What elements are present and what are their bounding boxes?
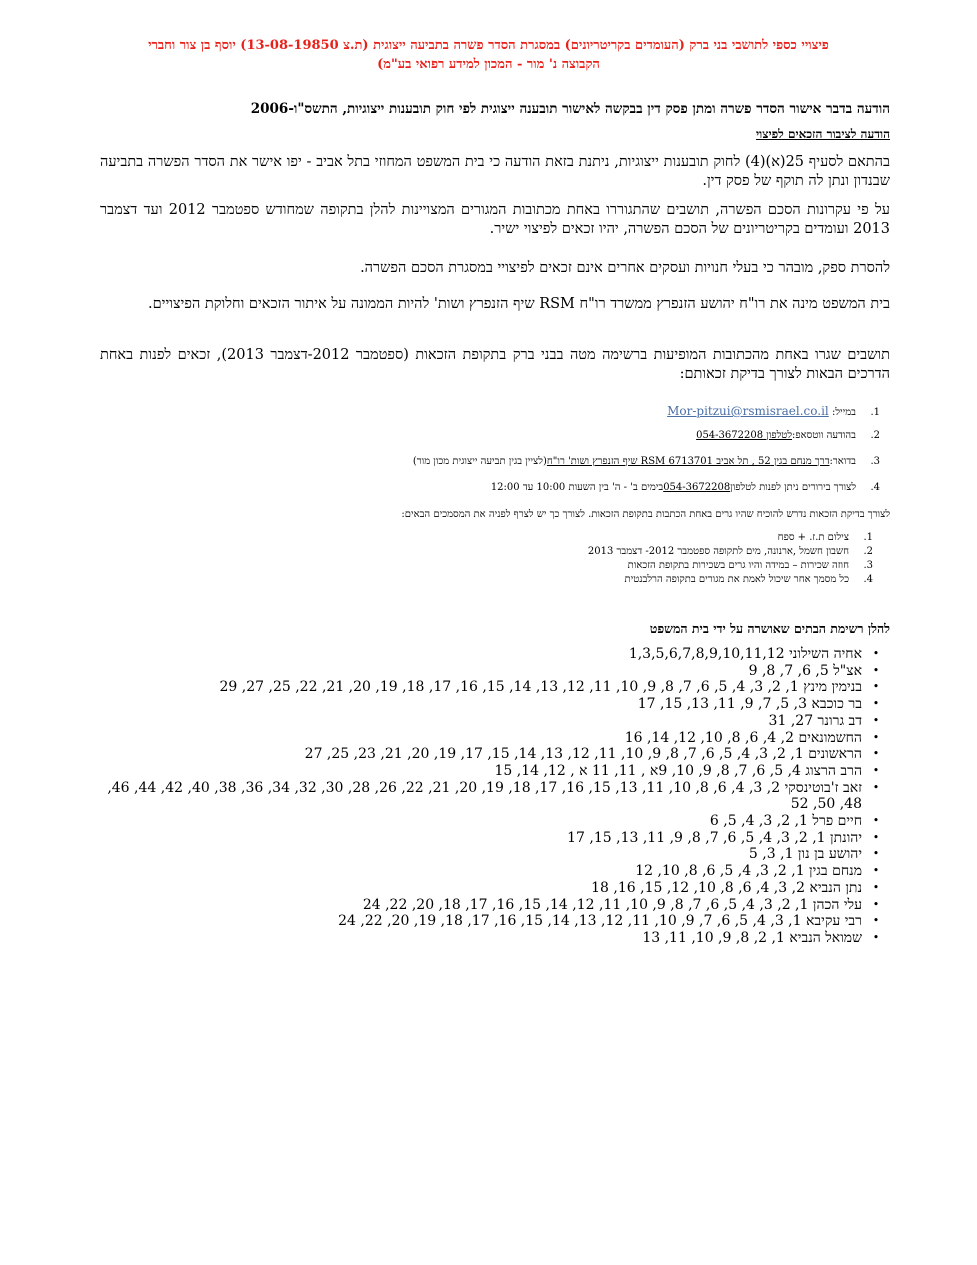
contact-item-email	[120, 404, 880, 430]
whatsapp-phone[interactable]: לטלפון 054-3672208	[696, 430, 793, 441]
list-item	[90, 830, 890, 847]
header-title	[100, 36, 877, 74]
list-item	[90, 780, 890, 813]
notice-title: הודעה בדבר אישור הסדר פשרה ומתן פסק דין בבקשה לאישור תובענה ייצוגית לפי חוק תובענות ייצוגיות, התשס"ו-2006	[250, 101, 890, 117]
bullet-icon: •	[872, 697, 880, 711]
list-number: 1.	[870, 407, 880, 418]
email-link[interactable]: Mor-pitzui@rsmisrael.co.il	[667, 404, 829, 418]
bullet-icon: •	[872, 647, 880, 660]
bullet-icon: •	[872, 930, 880, 944]
bullet-icon: •	[872, 914, 880, 928]
bullet-icon: •	[872, 730, 880, 744]
list-item	[90, 663, 890, 680]
list-number: 1.	[863, 532, 873, 543]
notice-subtitle: הודעה לציבור הזכאים לפיצוי	[755, 127, 890, 141]
street-entry: אחיה השילוני 1,3,5,6,7,8,9,10,11,12	[628, 646, 862, 662]
bullet-icon: •	[872, 897, 880, 911]
street-entry: הראשונים 1, 2, 3, 4, 5, 6, 7, 8, 9, 10, 11, 12, 13, 14, 15, 17, 19, 20, 21, 23, 25, 27	[304, 746, 862, 763]
contact-label: בהודעה ווטסאפ:	[792, 430, 856, 441]
list-item	[90, 930, 890, 947]
list-item	[588, 559, 873, 573]
list-item	[588, 573, 873, 587]
document-text: צילום ת.ז. + ספח	[777, 532, 849, 543]
street-entry: מנחם בגין 1, 2, 3, 4, 5, 6, 8, 10, 12	[635, 863, 862, 880]
list-number: 3.	[863, 560, 873, 571]
list-item	[588, 545, 873, 559]
list-item	[90, 696, 890, 713]
street-entry: שמואל הנביא 1, 2, 8, 9, 10, 11, 13	[642, 929, 862, 946]
contact-label: במייל:	[831, 407, 856, 418]
approved-streets-list	[90, 646, 890, 947]
list-item	[90, 863, 890, 880]
paragraph-eligibility: על פי עקרונות הסכם הפשרה, תושבים שהתגוררו באחת מכתובות המגורים המצויינות להלן בתקופה שמחודש ספטמבר 2012 ועד דצמבר 2013 ועומדים בקריטריונים של הסכם הפשרה, יהיו זכאים לפיצוי ישיר.	[100, 202, 890, 237]
street-entry: זאב ז'בוטינסקי 2, 3, 4, 6, 8, 10, 11, 13, 15, 16, 17, 18, 19, 20, 21, 22, 26, 28, 30, 32, 34, 36, 38, 40, 42, 44, 46, 48, 50, 52	[107, 779, 862, 813]
contact-rest: (לציין בגין תביעה ייצוגית מכון מור)	[412, 456, 547, 467]
list-item	[90, 880, 890, 897]
bullet-icon: •	[872, 830, 880, 844]
bullet-icon: •	[872, 780, 880, 794]
bullet-icon: •	[872, 880, 880, 894]
street-entry: בנימין מינץ 1, 2, 3, 4, 5, 6, 7, 8, 9, 10, 11, 12, 13, 14, 15, 16, 17, 18, 19, 20, 21, 22, 25, 27, 29	[219, 679, 862, 696]
list-item	[90, 730, 890, 747]
list-item	[90, 913, 890, 930]
contact-item-whatsapp	[120, 430, 880, 456]
list-number: 2.	[870, 430, 880, 441]
paragraph-trustee: בית המשפט מינה את רו"ח יהושע הזנפרץ ממשרד רו"ח RSM שיף הזנפרץ ושות' להיות הממונה על איתור הזכאים וחלוקת הפיצויים.	[147, 296, 890, 312]
street-entry: הרב הרצוג 4, 5, 6, 7, 8, 9, 10, 9א , 11, 11 א , 12, 14, 15	[494, 762, 862, 779]
document-text: חוזה שכירות – במידה והיו גרים בשכירות בתקופת הזכאות	[627, 560, 849, 571]
street-entry: בר כוכבא 3, 5, 7, 9, 11, 13, 15, 17	[637, 696, 862, 713]
bullet-icon: •	[872, 663, 880, 677]
contact-rest: בימים ב' - ה' בין השעות 10:00 עד 12:00	[490, 482, 664, 493]
document-text: כל מסמך אחר שיכול לאמת את מגורים בתקופה הרלבנטית	[624, 574, 849, 585]
list-item	[90, 897, 890, 914]
street-entry: נתן הנביא 2, 3, 4, 6, 8, 10, 12, 15, 16, 18	[591, 879, 862, 896]
contact-methods-list	[120, 404, 880, 508]
list-item	[90, 763, 890, 780]
bullet-icon: •	[872, 814, 880, 828]
list-number: 3.	[870, 456, 880, 467]
list-item	[90, 679, 890, 696]
list-item	[90, 713, 890, 730]
street-entry: אצ"ל 5, 6, 7, 8, 9	[748, 662, 862, 679]
bullet-icon: •	[872, 763, 880, 777]
contact-label: בדואר:	[829, 456, 856, 467]
paragraph-businesses: להסרת ספק, מובהר כי בעלי חנויות ועסקים אחרים אינם זכאים לפיצויי במסגרת הסכם הפשרה.	[360, 260, 890, 276]
street-entry: עלי הכהן 1, 2, 3, 4, 5, 6, 7, 8, 9, 10, 11, 12, 14, 15, 16, 17, 18, 20, 22, 24	[362, 896, 862, 913]
list-item	[90, 746, 890, 763]
contact-item-phone	[120, 482, 880, 508]
required-documents-list	[588, 531, 873, 587]
streets-heading: להלן רשימת הבתים שאושרה על ידי בית המשפט	[649, 621, 890, 636]
bullet-icon: •	[872, 713, 880, 727]
contact-label: לצורך בירורים ניתן לפנות לטלפון	[730, 482, 856, 493]
bullet-icon: •	[872, 864, 880, 878]
bullet-icon: •	[872, 847, 880, 861]
header-title-line1: פיצויי כספי לתושבי בני ברק (העומדים בקריטריונים) במסגרת הסדר פשרה בתביעה ייצוגית (ת.צ 13-08-19850) יוסף בן צור וחברי	[148, 38, 829, 53]
header-title-line2: הקבוצה נ' מור - המכון למידע רפואי בע"מ)	[377, 57, 600, 72]
bullet-icon: •	[872, 680, 880, 694]
bullet-icon: •	[872, 747, 880, 761]
documents-intro: לצורך בדיקת הזכאות נדרש להוכיח שהיו גרים באחת הכתבות בתקופת הזכאות. לצורך כך יש לצרף לפניה את המסמכים הבאים:	[401, 509, 890, 520]
list-item	[90, 813, 890, 830]
street-entry: החשמונאים 2, 4, 6, 8, 10, 12, 14, 16	[624, 729, 862, 746]
phone-number[interactable]: 054-3672208	[663, 482, 731, 493]
list-number: 4.	[870, 482, 880, 493]
street-entry: יהושע בן נון 1, 3, 5	[748, 846, 862, 863]
list-item	[90, 846, 890, 863]
list-item	[588, 531, 873, 545]
street-entry: חיים פרל 1, 2, 3, 4, 5, 6	[709, 813, 862, 830]
street-entry: דב גרונר 27, 31	[768, 712, 862, 729]
postal-address: דרך מנחם בגין 52 , תל אביב 6713701 RSM שיף הזנפרץ ושות' רו"ח	[546, 456, 830, 467]
paragraph-contact-intro: תושבים שגרו באחת מהכתובות המופיעות ברשימה מטה בבני ברק בתקופת הזכאות (ספטמבר 2012-דצמבר 2013), זכאים לפנות באחת הדרכים הבאות לצורך בדיקת זכאותם:	[100, 347, 890, 382]
street-entry: יהונתן 1, 2, 3, 4, 5, 6, 7, 8, 9, 11, 13, 15, 17	[567, 829, 862, 846]
street-entry: רבי עקיבא 1, 3, 4, 5, 6, 7, 9, 10, 11, 12, 13, 14, 15, 16, 17, 18, 19, 20, 22, 24	[338, 913, 862, 930]
list-number: 2.	[863, 546, 873, 557]
contact-item-mail	[120, 456, 880, 482]
paragraph-approval: בהתאם לסעיף 25(א)(4) לחוק תובענות ייצוגיות, ניתנת בזאת הודעה כי בית המשפט המחוזי בתל אביב - יפו אישר את הסדר הפשרה בתביעה שבנדון ונתן לה תוקף של פסק דין.	[100, 154, 890, 189]
document-text: חשבון חשמל ,ארנונה, מים לתקופה ספטמבר 2012- דצמבר 2013	[587, 546, 849, 557]
list-item	[90, 646, 890, 663]
list-number: 4.	[863, 574, 873, 585]
